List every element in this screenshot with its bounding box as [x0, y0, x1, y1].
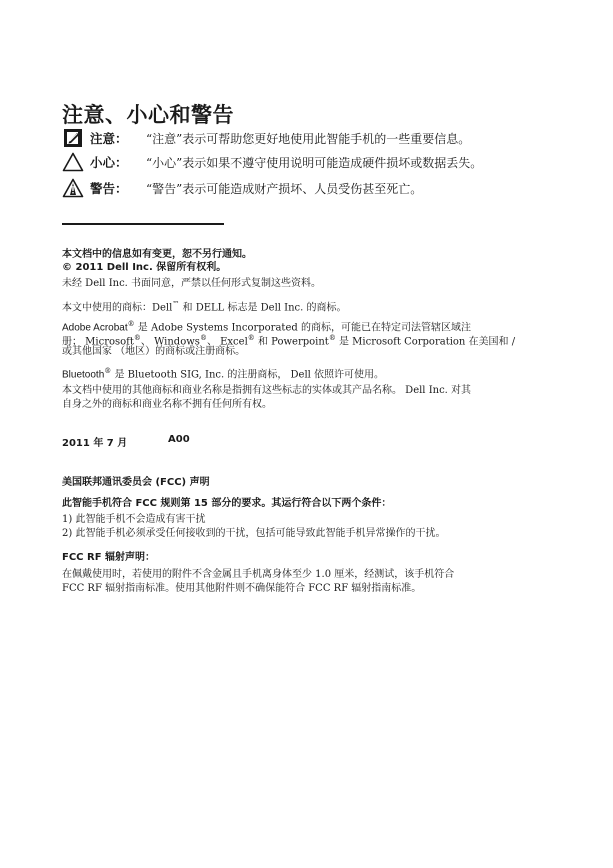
- excel-text: 、 Excel: [206, 336, 248, 348]
- adobe-name: Adobe Acrobat: [62, 322, 128, 334]
- fcc-rf-text-2: FCC RF 辐射指南标准。使用其他附件则不确保能符合 FCC RF 辐射指南标准。: [62, 583, 422, 594]
- fcc-condition-1: 1) 此智能手机不会造成有害干扰: [62, 514, 206, 525]
- divider-line: [62, 223, 224, 225]
- registered-symbol: ®: [133, 334, 141, 342]
- warning-triangle-icon: [62, 178, 84, 198]
- caution-triangle-icon: [62, 152, 84, 172]
- trademark-symbol: ™: [172, 300, 180, 308]
- registered-symbol: ®: [199, 334, 207, 342]
- notice-label: 警告：: [90, 181, 128, 196]
- registered-symbol: ®: [328, 334, 336, 342]
- date-version-line: [62, 434, 190, 449]
- notice-text: “警告”表示可能造成财产损坏、人员受伤甚至死亡。: [146, 181, 423, 196]
- registered-symbol: ®: [127, 320, 135, 328]
- note-pencil-icon: [62, 128, 84, 148]
- bluetooth-text: 是 Bluetooth SIG, Inc. 的注册商标， Dell 依照许可使用。: [111, 369, 385, 381]
- fcc-condition-2: 2) 此智能手机必须承受任何接收到的干扰，包括可能导致此智能手机异常操作的干扰。: [62, 528, 446, 539]
- fcc-rule-intro: 此智能手机符合 FCC 规则第 15 部分的要求。其运行符合以下两个条件：: [62, 498, 392, 509]
- fcc-heading: 美国联邦通讯委员会 (FCC) 声明: [62, 477, 210, 488]
- copyright-line: © 2011 Dell Inc. 保留所有权利。: [62, 262, 227, 273]
- notice-note: [62, 127, 470, 149]
- document-version: A00: [168, 434, 190, 445]
- notice-label: 小心：: [90, 155, 128, 170]
- notice-text: “注意”表示可帮助您更好地使用此智能手机的一些重要信息。: [146, 131, 471, 146]
- trademark-line: [62, 297, 347, 315]
- other-trademarks-line-2: 自身之外的商标和商业名称不拥有任何所有权。: [62, 399, 272, 410]
- trademark-text: 和 DELL 标志是 Dell Inc. 的商标。: [179, 302, 347, 314]
- change-notice: 本文档中的信息如有变更，恕不另行通知。: [62, 249, 252, 260]
- notice-warning: [62, 177, 422, 199]
- microsoft-text: 册； Microsoft: [62, 336, 134, 348]
- fcc-rf-text-1: 在佩戴使用时，若使用的附件不含金属且手机离身体至少 1.0 厘米，经测试，该手机符合: [62, 569, 455, 580]
- reproduction-text: 未经 Dell Inc. 书面同意，严禁以任何形式复制这些资料。: [62, 278, 322, 289]
- registered-symbol: ®: [247, 334, 255, 342]
- adobe-trademark-line-3: 或其他国家 （地区）的商标或注册商标。: [62, 346, 246, 357]
- windows-text: 、 Windows: [140, 336, 200, 348]
- bluetooth-name: Bluetooth: [62, 369, 105, 381]
- adobe-text: 是 Adobe Systems Incorporated 的商标，可能已在特定司法管辖区域注: [134, 322, 471, 334]
- powerpoint-text: 和 Powerpoint: [254, 336, 329, 348]
- page-title: 注意、小心和警告: [62, 103, 234, 127]
- bluetooth-trademark-line: [62, 364, 384, 382]
- trademark-text: 本文中使用的商标：Dell: [62, 302, 173, 314]
- notice-text: “小心”表示如果不遵守使用说明可能造成硬件损坏或数据丢失。: [146, 155, 483, 170]
- microsoft-corp-text: 是 Microsoft Corporation 在美国和 /: [335, 336, 516, 348]
- notice-caution: [62, 151, 482, 173]
- notice-label: 注意：: [90, 131, 128, 146]
- registered-symbol: ®: [104, 367, 112, 375]
- other-trademarks-line-1: 本文档中使用的其他商标和商业名称是指拥有这些标志的实体或其产品名称。 Dell Inc. 对其: [62, 385, 472, 396]
- publication-date: 2011 年 7 月: [62, 438, 128, 449]
- fcc-rf-heading: FCC RF 辐射声明：: [62, 552, 156, 563]
